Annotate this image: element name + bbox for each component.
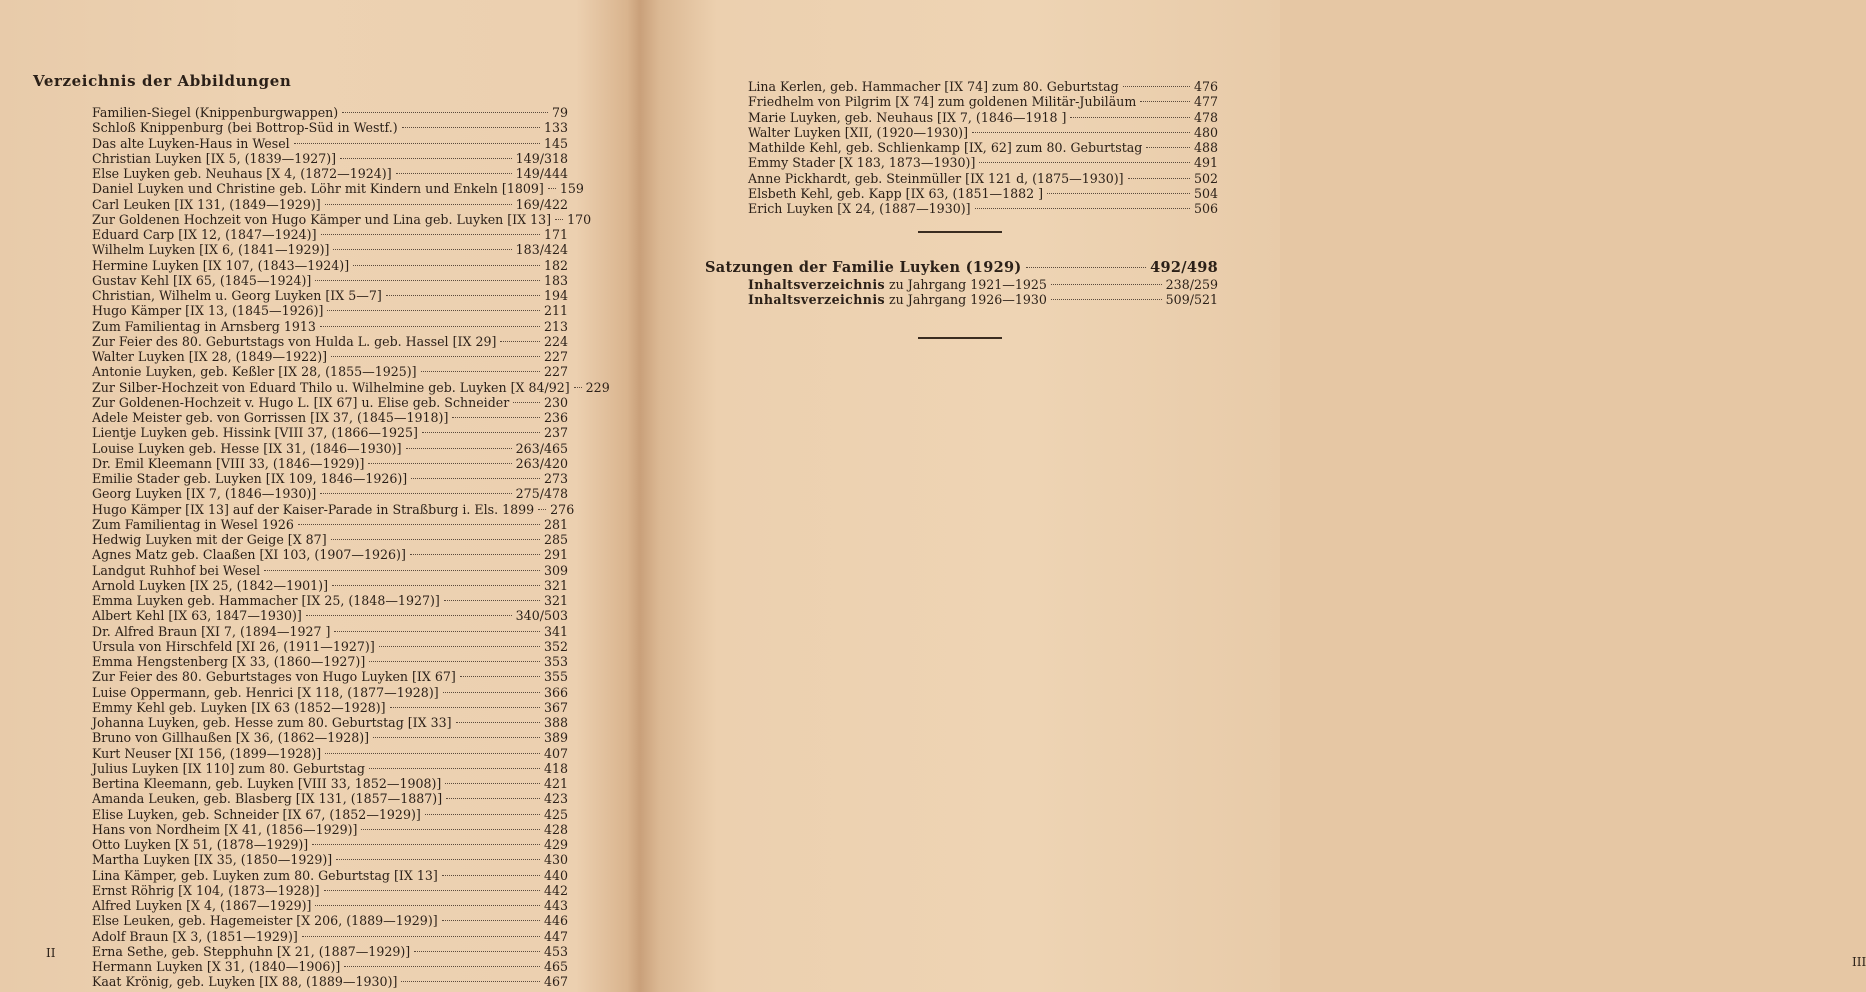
entry-text: Elise Luyken, geb. Schneider [IX 67, (1852—1929)] xyxy=(92,806,421,822)
index-entry xyxy=(92,501,575,517)
dot-leader xyxy=(513,402,540,403)
entry-text: Satzungen der Familie Luyken (1929) xyxy=(705,259,1022,276)
entry-page: 446 xyxy=(543,913,568,929)
entry-page: 224 xyxy=(543,333,568,349)
entry-page: 502 xyxy=(1193,170,1218,186)
entry-page: 291 xyxy=(543,547,568,563)
index-entry xyxy=(92,288,568,303)
entry-page: 418 xyxy=(543,760,568,776)
entry-page: 407 xyxy=(543,745,568,761)
entry-text: Lina Kämper, geb. Luyken zum 80. Geburtstag [IX 13] xyxy=(92,867,438,883)
entry-page: 183/424 xyxy=(515,242,568,258)
index-entry xyxy=(92,898,568,913)
index-entry xyxy=(92,258,568,273)
entry-text: Julius Luyken [IX 110] zum 80. Geburtstag xyxy=(92,760,365,776)
dot-leader xyxy=(442,875,540,876)
entry-page: 509/521 xyxy=(1165,292,1218,308)
entry-page: 236 xyxy=(543,410,568,425)
entry-page: 352 xyxy=(543,638,568,654)
dot-leader xyxy=(1140,101,1190,102)
dot-leader xyxy=(445,783,540,784)
entry-text: Albert Kehl [IX 63, 1847—1930)] xyxy=(92,608,302,624)
index-entry xyxy=(92,593,568,608)
index-entry xyxy=(748,155,1218,170)
entry-text: Erna Sethe, geb. Stepphuhn [X 21, (1887—1929)] xyxy=(92,943,411,959)
entry-page: 340/503 xyxy=(515,608,568,624)
index-entry xyxy=(92,791,568,806)
dot-leader xyxy=(320,493,511,494)
entry-page: 447 xyxy=(543,928,568,944)
dot-leader xyxy=(325,753,540,754)
statutes-section xyxy=(705,259,1218,308)
dot-leader xyxy=(368,463,511,464)
entry-text: Hermine Luyken [IX 107, (1843—1924)] xyxy=(92,257,350,273)
index-entry xyxy=(92,334,568,349)
dot-leader xyxy=(444,600,540,601)
entry-text: Christian, Wilhelm u. Georg Luyken [IX 5—7] xyxy=(92,288,382,303)
dot-leader xyxy=(361,829,540,830)
index-entry xyxy=(92,120,568,135)
index-entry xyxy=(92,669,568,684)
entry-page: 183 xyxy=(543,272,568,288)
index-entry xyxy=(92,715,568,730)
entry-page: 285 xyxy=(543,532,568,547)
dot-leader xyxy=(340,158,512,159)
entry-text: Hedwig Luyken mit der Geige [X 87] xyxy=(92,532,327,547)
index-entry xyxy=(92,166,568,181)
entry-page: 182 xyxy=(543,257,568,273)
entry-page: 440 xyxy=(543,867,568,883)
dot-leader xyxy=(401,981,540,982)
entry-page: 492/498 xyxy=(1150,259,1218,276)
index-entry xyxy=(92,532,568,547)
entry-text: Luise Oppermann, geb. Henrici [X 118, (1877—1928)] xyxy=(92,684,439,700)
dot-leader xyxy=(373,737,540,738)
index-entry xyxy=(748,94,1218,109)
index-entry xyxy=(92,837,568,852)
dot-leader xyxy=(443,692,540,693)
dot-leader xyxy=(446,798,540,799)
index-entry xyxy=(92,639,568,654)
entry-text: Emma Luyken geb. Hammacher [IX 25, (1848—1927)] xyxy=(92,593,440,608)
entry-text: Antonie Luyken, geb. Keßler [IX 28, (1855—1925)] xyxy=(92,364,417,380)
entry-page: 227 xyxy=(543,364,568,380)
section-divider xyxy=(918,231,1002,233)
dot-leader xyxy=(331,539,540,540)
entry-page: 229 xyxy=(585,379,610,395)
entry-page: 169/422 xyxy=(515,196,568,212)
entry-page: 321 xyxy=(543,577,568,593)
entry-text: Das alte Luyken-Haus in Wesel xyxy=(92,135,290,151)
dot-leader xyxy=(324,890,540,891)
index-entry xyxy=(92,944,568,959)
entry-text: Zur Goldenen-Hochzeit v. Hugo L. [IX 67] u. Elise geb. Schneider xyxy=(92,394,510,410)
entry-page: 275/478 xyxy=(515,486,568,502)
dot-leader xyxy=(500,341,540,342)
entry-text: Alfred Luyken [X 4, (1867—1929)] xyxy=(92,898,312,913)
entry-text: Zur Feier des 80. Geburtstags von Hulda L. geb. Hassel [IX 29] xyxy=(92,333,497,349)
dot-leader xyxy=(369,661,540,662)
entry-text: Lientje Luyken geb. Hissink [VIII 37, (1866—1925] xyxy=(92,425,418,441)
dot-leader xyxy=(390,707,540,708)
entry-text: Else Luyken geb. Neuhaus [X 4, (1872—1924)] xyxy=(92,166,392,181)
entry-page: 273 xyxy=(543,471,568,486)
index-entry xyxy=(92,136,568,151)
entry-page: 478 xyxy=(1193,109,1218,125)
index-entry xyxy=(92,105,568,120)
index-entry xyxy=(748,171,1218,186)
index-entry xyxy=(92,242,568,257)
entry-page: 442 xyxy=(543,882,568,898)
entry-text: Mathilde Kehl, geb. Schlienkamp [IX, 62] zum 80. Geburtstag xyxy=(748,140,1143,155)
entry-text: Daniel Luyken und Christine geb. Löhr mit Kindern und Enkeln [1809] xyxy=(92,181,544,197)
entry-text: Dr. Emil Kleemann [VIII 33, (1846—1929)] xyxy=(92,455,365,471)
index-entry xyxy=(92,547,568,562)
index-entry xyxy=(92,441,568,456)
dot-leader xyxy=(555,219,563,220)
dot-leader xyxy=(315,280,540,281)
entry-page: 170 xyxy=(567,211,592,227)
index-entry xyxy=(92,395,568,410)
entry-text: Anne Pickhardt, geb. Steinmüller [IX 121 d, (1875—1930)] xyxy=(748,170,1124,186)
index-entry xyxy=(748,140,1218,155)
entry-text: Friedhelm von Pilgrim [X 74] zum goldenen Militär-Jubiläum xyxy=(748,94,1137,110)
index-entry xyxy=(92,364,568,379)
entry-text: Erich Luyken [X 24, (1887—1930)] xyxy=(748,201,971,216)
entry-text: Arnold Luyken [IX 25, (1842—1901)] xyxy=(92,577,329,593)
index-entry xyxy=(92,929,568,944)
dot-leader xyxy=(422,432,540,433)
entry-page: 341 xyxy=(543,623,568,639)
dot-leader xyxy=(353,265,540,266)
index-entry xyxy=(92,379,610,395)
entry-text: Lina Kerlen, geb. Hammacher [IX 74] zum 80. Geburtstag xyxy=(748,79,1119,94)
entry-text: Ernst Röhrig [X 104, (1873—1928)] xyxy=(92,882,320,898)
entry-text: Kaat Krönig, geb. Luyken [IX 88, (1889—1930)] xyxy=(92,974,398,990)
entry-text: Emma Hengstenberg [X 33, (1860—1927)] xyxy=(92,654,366,669)
entry-page: 309 xyxy=(543,562,568,578)
entry-label: Inhaltsverzeichnis xyxy=(748,292,886,308)
index-entry xyxy=(92,685,568,700)
entry-page: 321 xyxy=(543,593,568,608)
entry-text: Schloß Knippenburg (bei Bottrop-Süd in Westf.) xyxy=(92,120,398,136)
entry-text: Walter Luyken [XII, (1920—1930)] xyxy=(748,124,968,140)
index-entry xyxy=(92,456,568,471)
entry-text: Hugo Kämper [IX 13] auf der Kaiser-Parade in Straßburg i. Els. 1899 xyxy=(92,501,535,517)
dot-leader xyxy=(344,966,540,967)
entry-text: Martha Luyken [IX 35, (1850—1929)] xyxy=(92,852,333,868)
entry-page: 453 xyxy=(543,943,568,959)
dot-leader xyxy=(312,844,540,845)
contents-entry xyxy=(748,277,1218,292)
dot-leader xyxy=(332,585,540,586)
entry-page: 79 xyxy=(551,105,568,120)
left-page xyxy=(0,0,630,992)
index-entry xyxy=(92,822,568,837)
entry-page: 465 xyxy=(543,959,568,974)
dot-leader xyxy=(1047,193,1190,194)
index-entry xyxy=(92,563,568,578)
entry-page: 504 xyxy=(1193,185,1218,201)
entry-text: Johanna Luyken, geb. Hesse zum 80. Geburtstag [IX 33] xyxy=(92,715,452,730)
entry-page: 430 xyxy=(543,852,568,868)
entry-text: Bruno von Gillhaußen [X 36, (1862—1928)] xyxy=(92,730,370,746)
dot-leader xyxy=(298,524,540,525)
illustration-list-continued xyxy=(748,79,1218,216)
entry-page: 133 xyxy=(543,120,568,136)
entry-text: Zur Silber-Hochzeit von Eduard Thilo u. Wilhelmine geb. Luyken [X 84/92] xyxy=(92,379,570,395)
entry-text: Christian Luyken [IX 5, (1839—1927)] xyxy=(92,150,337,166)
entry-page: 429 xyxy=(543,837,568,852)
dot-leader xyxy=(1051,299,1162,300)
entry-page: 423 xyxy=(543,791,568,807)
contents-entry xyxy=(748,292,1218,307)
entry-page: 213 xyxy=(543,318,568,334)
index-entry xyxy=(92,471,568,486)
entry-text: Adele Meister geb. von Gorrissen [IX 37, (1845—1918)] xyxy=(92,410,449,425)
index-entry xyxy=(92,151,568,166)
entry-page: 276 xyxy=(550,501,575,517)
dot-leader xyxy=(334,631,539,632)
index-entry xyxy=(92,181,584,197)
page-number-right: III xyxy=(1852,955,1866,969)
dot-leader xyxy=(306,615,512,616)
dot-leader xyxy=(331,356,540,357)
entry-page: 476 xyxy=(1193,79,1218,94)
dot-leader xyxy=(379,646,540,647)
entry-page: 263/465 xyxy=(515,440,568,456)
dot-leader xyxy=(1146,147,1190,148)
entry-text: zu Jahrgang 1921—1925 xyxy=(885,277,1047,292)
dot-leader xyxy=(460,676,540,677)
entry-text: Bertina Kleemann, geb. Luyken [VIII 33, 1852—1908)] xyxy=(92,776,442,791)
entry-text: Emmy Stader [X 183, 1873—1930)] xyxy=(748,155,976,171)
index-entry xyxy=(748,79,1218,94)
dot-leader xyxy=(1128,178,1190,179)
index-entry xyxy=(92,913,568,928)
index-entry xyxy=(92,959,568,974)
entry-page: 421 xyxy=(543,776,568,791)
index-entry xyxy=(748,201,1218,216)
entry-text: Dr. Alfred Braun [XI 7, (1894—1927 ] xyxy=(92,623,331,639)
dot-leader xyxy=(342,112,548,113)
entry-text: Marie Luyken, geb. Neuhaus [IX 7, (1846—1918 ] xyxy=(748,109,1067,125)
dot-leader xyxy=(972,132,1190,133)
entry-page: 425 xyxy=(543,806,568,822)
entry-text: Emilie Stader geb. Luyken [IX 109, 1846—1926)] xyxy=(92,471,408,486)
entry-text: zu Jahrgang 1926—1930 xyxy=(885,292,1047,308)
dot-leader xyxy=(320,326,540,327)
entry-text: Amanda Leuken, geb. Blasberg [IX 131, (1857—1887)] xyxy=(92,791,443,807)
index-entry xyxy=(748,186,1218,201)
entry-page: 211 xyxy=(543,303,568,319)
entry-page: 428 xyxy=(543,821,568,837)
dot-leader xyxy=(1070,117,1189,118)
index-entry xyxy=(92,197,568,212)
index-entry xyxy=(92,624,568,639)
dot-leader xyxy=(369,768,540,769)
index-entry xyxy=(92,578,568,593)
dot-leader xyxy=(456,722,540,723)
index-entry xyxy=(92,211,592,227)
index-entry xyxy=(92,349,568,364)
entry-text: Gustav Kehl [IX 65, (1845—1924)] xyxy=(92,272,312,288)
entry-page: 389 xyxy=(543,730,568,746)
entry-text: Landgut Ruhhof bei Wesel xyxy=(92,562,261,578)
entry-page: 443 xyxy=(543,898,568,913)
entry-text: Elsbeth Kehl, geb. Kapp [IX 63, (1851—1882 ] xyxy=(748,185,1044,201)
entry-page: 171 xyxy=(543,227,568,242)
dot-leader xyxy=(414,951,540,952)
entry-text: Ursula von Hirschfeld [XI 26, (1911—1927)] xyxy=(92,638,375,654)
entry-text: Hermann Luyken [X 31, (1840—1906)] xyxy=(92,959,341,974)
dot-leader xyxy=(402,127,540,128)
dot-leader xyxy=(294,143,540,144)
index-entry xyxy=(92,974,568,989)
dot-leader xyxy=(452,417,540,418)
index-entry xyxy=(92,410,568,425)
entry-page: 149/318 xyxy=(515,150,568,166)
page-number-left: II xyxy=(46,946,56,960)
dot-leader xyxy=(336,859,540,860)
entry-page: 238/259 xyxy=(1165,277,1218,292)
entry-page: 506 xyxy=(1193,201,1218,216)
index-entry xyxy=(92,761,568,776)
contents-entries xyxy=(748,277,1218,308)
entry-page: 366 xyxy=(543,684,568,700)
entry-text: Kurt Neuser [XI 156, (1899—1928)] xyxy=(92,745,322,761)
dot-leader xyxy=(327,310,539,311)
dot-leader xyxy=(333,249,511,250)
entry-text: Familien-Siegel (Knippenburgwappen) xyxy=(92,105,339,120)
entry-page: 263/420 xyxy=(515,455,568,471)
dot-leader xyxy=(321,234,540,235)
index-entry xyxy=(92,425,568,440)
index-entry xyxy=(92,746,568,761)
index-entry xyxy=(92,517,568,532)
entry-text: Louise Luyken geb. Hesse [IX 31, (1846—1930)] xyxy=(92,440,402,456)
entry-page: 281 xyxy=(543,516,568,532)
entry-page: 367 xyxy=(543,699,568,715)
entry-text: Agnes Matz geb. Claaßen [XI 103, (1907—1926)] xyxy=(92,547,406,563)
entry-text: Georg Luyken [IX 7, (1846—1930)] xyxy=(92,486,317,502)
entry-text: Emmy Kehl geb. Luyken [IX 63 (1852—1928)] xyxy=(92,699,386,715)
entry-page: 145 xyxy=(543,135,568,151)
dot-leader xyxy=(975,208,1190,209)
index-entry xyxy=(92,868,568,883)
illustration-list xyxy=(92,105,610,990)
entry-text: Adolf Braun [X 3, (1851—1929)] xyxy=(92,928,298,944)
dot-leader xyxy=(315,905,540,906)
index-entry xyxy=(92,303,568,318)
entry-text: Zur Goldenen Hochzeit von Hugo Kämper und Lina geb. Luyken [IX 13] xyxy=(92,211,552,227)
index-entry xyxy=(92,608,568,623)
dot-leader xyxy=(425,814,540,815)
index-entry xyxy=(92,273,568,288)
entry-page: 149/444 xyxy=(515,166,568,181)
index-entry xyxy=(92,883,568,898)
entry-page: 194 xyxy=(543,288,568,303)
statutes-entry xyxy=(705,259,1218,277)
dot-leader xyxy=(574,387,582,388)
entry-text: Hugo Kämper [IX 13, (1845—1926)] xyxy=(92,303,324,319)
index-heading: Verzeichnis der Abbildungen xyxy=(33,72,292,90)
entry-text: Otto Luyken [X 51, (1878—1929)] xyxy=(92,837,309,852)
entry-page: 355 xyxy=(543,669,568,685)
entry-text: Carl Leuken [IX 131, (1849—1929)] xyxy=(92,196,321,212)
dot-leader xyxy=(442,920,540,921)
index-entry xyxy=(92,807,568,822)
index-entry xyxy=(92,654,568,669)
entry-page: 477 xyxy=(1193,94,1218,110)
dot-leader xyxy=(325,204,512,205)
index-entry xyxy=(748,110,1218,125)
index-entry xyxy=(92,700,568,715)
index-entry xyxy=(92,319,568,334)
dot-leader xyxy=(406,448,512,449)
entry-text: Eduard Carp [IX 12, (1847—1924)] xyxy=(92,227,317,242)
entry-text: Walter Luyken [IX 28, (1849—1922)] xyxy=(92,349,328,364)
dot-leader xyxy=(264,570,540,571)
entry-page: 491 xyxy=(1193,155,1218,171)
entry-text: Zum Familientag in Arnsberg 1913 xyxy=(92,318,316,334)
entry-page: 227 xyxy=(543,349,568,364)
dot-leader xyxy=(1051,284,1162,285)
entry-page: 467 xyxy=(543,974,568,990)
dot-leader xyxy=(396,173,512,174)
section-divider xyxy=(918,337,1002,339)
entry-page: 237 xyxy=(543,425,568,441)
entry-label: Inhaltsverzeichnis xyxy=(748,277,886,292)
entry-page: 480 xyxy=(1193,124,1218,140)
index-entry xyxy=(92,227,568,242)
dot-leader xyxy=(386,295,540,296)
entry-page: 159 xyxy=(559,181,584,197)
index-entry xyxy=(92,776,568,791)
dot-leader xyxy=(302,936,540,937)
entry-text: Wilhelm Luyken [IX 6, (1841—1929)] xyxy=(92,242,330,258)
index-entry xyxy=(92,730,568,745)
entry-text: Zum Familientag in Wesel 1926 xyxy=(92,516,294,532)
entry-page: 388 xyxy=(543,715,568,730)
index-entry xyxy=(748,125,1218,140)
entry-text: Else Leuken, geb. Hagemeister [X 206, (1889—1929)] xyxy=(92,913,438,929)
entry-page: 230 xyxy=(543,394,568,410)
dot-leader xyxy=(548,188,556,189)
dot-leader xyxy=(411,478,540,479)
entry-text: Zur Feier des 80. Geburtstages von Hugo Luyken [IX 67] xyxy=(92,669,456,685)
entry-page: 353 xyxy=(543,654,568,669)
entry-page: 488 xyxy=(1193,140,1218,155)
dot-leader xyxy=(538,509,546,510)
entry-text: Hans von Nordheim [X 41, (1856—1929)] xyxy=(92,821,358,837)
dot-leader xyxy=(979,162,1190,163)
dot-leader xyxy=(410,554,540,555)
index-entry xyxy=(92,486,568,501)
index-entry xyxy=(92,852,568,867)
dot-leader xyxy=(1026,267,1147,268)
dot-leader xyxy=(421,371,540,372)
dot-leader xyxy=(1123,86,1190,87)
